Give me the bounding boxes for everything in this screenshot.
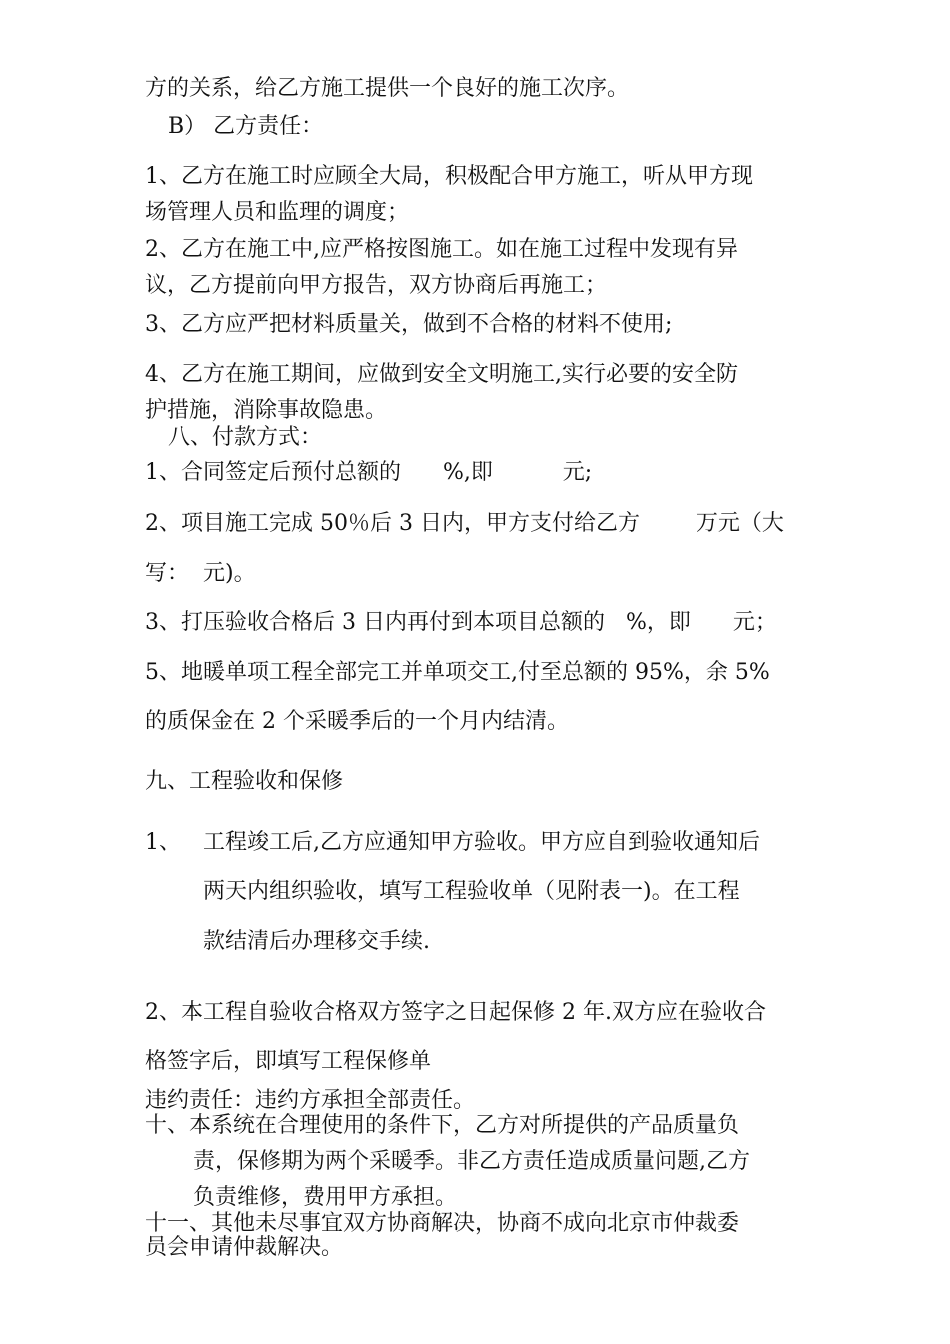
text-line: 责，保修期为两个采暖季。非乙方责任造成质量问题,乙方 — [193, 1149, 750, 1174]
list-number: 1、 — [145, 830, 181, 855]
text-line: 1、合同签定后预付总额的 %,即 元; — [145, 460, 593, 485]
text-line: 写： 元)。 — [145, 561, 256, 586]
text-line: 款结清后办理移交手续. — [203, 929, 430, 954]
text-line: 3、乙方应严把材料质量关，做到不合格的材料不使用; — [145, 312, 673, 337]
text-line: 员会申请仲裁解决。 — [145, 1235, 344, 1260]
text-line: 方的关系，给乙方施工提供一个良好的施工次序。 — [145, 76, 630, 101]
text-line: 格签字后，即填写工程保修单 — [145, 1049, 432, 1074]
text-line: 2、本工程自验收合格双方签字之日起保修 2 年.双方应在验收合 — [145, 1000, 766, 1025]
section-heading-8: 八、付款方式： — [168, 425, 323, 450]
text-line: 两天内组织验收，填写工程验收单（见附表一)。在工程 — [203, 879, 740, 904]
section-heading-b: B） 乙方责任： — [168, 114, 324, 139]
text-line: 4、乙方在施工期间，应做到安全文明施工,实行必要的安全防 — [145, 362, 738, 387]
text-line: 2、项目施工完成 50％后 3 日内，甲方支付给乙方 万元（大 — [145, 511, 784, 536]
section-heading-11: 十一、其他未尽事宜双方协商解决，协商不成向北京市仲裁委 — [145, 1211, 740, 1236]
section-heading-10: 十、本系统在合理使用的条件下，乙方对所提供的产品质量负 — [145, 1113, 740, 1138]
section-heading-9: 九、工程验收和保修 — [145, 769, 344, 794]
text-line: 5、地暖单项工程全部完工并单项交工,付至总额的 95%，余 5% — [145, 660, 770, 685]
text-line: 负责维修，费用甲方承担。 — [193, 1185, 458, 1210]
text-line: 2、乙方在施工中,应严格按图施工。如在施工过程中发现有异 — [145, 237, 738, 262]
text-line: 工程竣工后,乙方应通知甲方验收。甲方应自到验收通知后 — [203, 830, 760, 855]
text-line: 1、乙方在施工时应顾全大局，积极配合甲方施工，听从甲方现 — [145, 164, 753, 189]
text-line: 议，乙方提前向甲方报告，双方协商后再施工； — [145, 273, 608, 298]
text-line: 的质保金在 2 个采暖季后的一个月内结清。 — [145, 709, 569, 734]
text-line: 场管理人员和监理的调度； — [145, 200, 410, 225]
text-line: 3、打压验收合格后 3 日内再付到本项目总额的 %，即 元； — [145, 610, 777, 635]
text-line: 违约责任：违约方承担全部责任。 — [145, 1088, 476, 1113]
text-line: 护措施，消除事故隐患。 — [145, 398, 388, 423]
